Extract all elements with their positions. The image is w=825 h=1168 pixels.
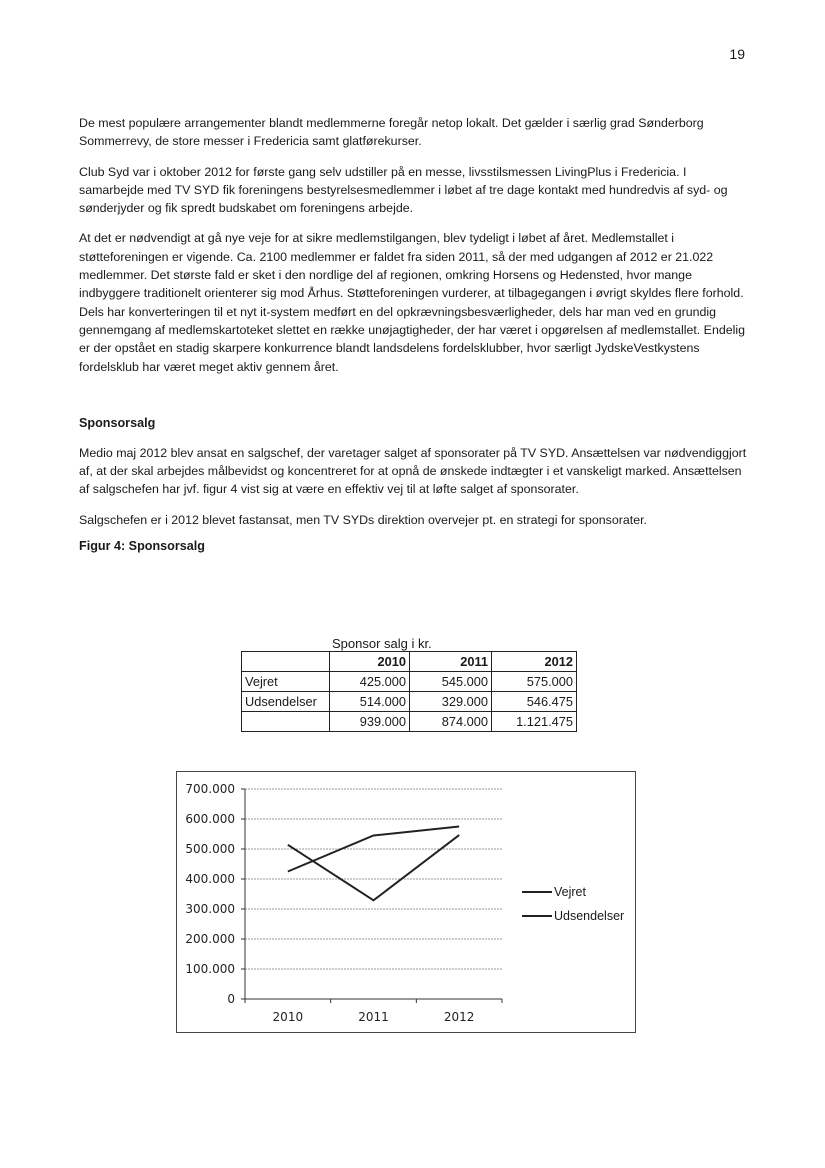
- series-line-udsendelser: [288, 835, 459, 900]
- table-cell: 939.000: [330, 712, 410, 732]
- y-tick-label: 400.000: [185, 872, 235, 886]
- figure-title: Figur 4: Sponsorsalg: [79, 539, 205, 554]
- table-row: [242, 672, 577, 692]
- y-tick-label: 0: [227, 992, 235, 1006]
- page-number: 19: [729, 46, 745, 62]
- paragraph-1: De mest populære arrangementer blandt medlemmerne foregår netop lokalt. Det gælder i særlig grad Sønderborg Sommerrevy, de store messer i Fredericia samt glatførekurser.: [79, 116, 704, 149]
- table-cell: 329.000: [410, 692, 492, 712]
- table-header-cell: 2012: [492, 652, 577, 672]
- table-caption: Sponsor salg i kr.: [332, 636, 432, 651]
- legend-item: [522, 904, 624, 928]
- x-tick-label: 2012: [443, 1010, 475, 1024]
- legend-label: Vejret: [554, 885, 586, 899]
- table-cell: Udsendelser: [242, 692, 330, 712]
- table-cell: Vejret: [242, 672, 330, 692]
- sponsor-sales-table: [241, 651, 577, 732]
- legend-swatch: [522, 915, 552, 917]
- document-body: [79, 114, 754, 555]
- y-tick-label: 500.000: [185, 842, 235, 856]
- legend-swatch: [522, 891, 552, 893]
- table-cell: 545.000: [410, 672, 492, 692]
- table-cell: [242, 712, 330, 732]
- legend-item: [522, 880, 624, 904]
- table-header-row: [242, 652, 577, 672]
- table-cell: 425.000: [330, 672, 410, 692]
- table-cell: 1.121.475: [492, 712, 577, 732]
- y-tick-label: 100.000: [185, 962, 235, 976]
- table-header-cell: [242, 652, 330, 672]
- y-tick-label: 300.000: [185, 902, 235, 916]
- x-tick-label: 2010: [272, 1010, 304, 1024]
- y-tick-label: 200.000: [185, 932, 235, 946]
- table-cell: 575.000: [492, 672, 577, 692]
- paragraph-3: At det er nødvendigt at gå nye veje for at sikre medlemstilgangen, blev tydeligt i løbet af året. Medlemstallet i støtteforeningen er vigende. Ca. 2100 medlemmer er faldet fra siden 2011, så der med udgangen af 2012 er 21.022 medlemmer. Det største fald er sket i den nordlige del af regionen, omkring Horsens og Hedensted, hvor mange indbyggere traditionelt orienterer sig mod Århus. Støtteforeningen vurderer, at tilbagegangen i øvrigt skyldes flere forhold. Dels har konverteringen til et nyt it-system medført en del opkrævningsbesværligheder, dels har man ved en grundig gennemgang af medlemskartoteket slettet en række unøjagtigheder, der har været i opgørelsen af medlemstallet. Endelig er der opstået en stadig skarpere konkurrence blandt landsdelens fordelsklubber, hvor særligt JydskeVestkystens fordelsklub har været meget aktiv gennem året.: [79, 231, 746, 374]
- table-header-cell: 2010: [330, 652, 410, 672]
- table-header-cell: 2011: [410, 652, 492, 672]
- table-cell: 874.000: [410, 712, 492, 732]
- section-heading: Sponsorsalg: [79, 415, 156, 430]
- x-tick-label: 2011: [358, 1010, 389, 1024]
- table-total-row: [242, 712, 577, 732]
- series-line-vejret: [288, 827, 459, 872]
- table-row: [242, 692, 577, 712]
- paragraph-2: Club Syd var i oktober 2012 for første gang selv udstiller på en messe, livsstilsmessen LivingPlus i Fredericia. I samarbejde med TV SYD fik foreningens bestyrelsesmedlemmer i løbet af tre dage kontakt med hundredvis af syd- og sønderjyder og fik spredt budskabet om foreningens arbejde.: [79, 164, 728, 216]
- y-tick-label: 700.000: [185, 782, 235, 796]
- section-paragraph-1: Medio maj 2012 blev ansat en salgschef, der varetager salget af sponsorater på TV SYD. Ansættelsen var nødvendiggjort af, at der skal arbejdes målbevidst og koncentreret for at opnå de ønskede indtægter i et vanskeligt marked. Ansættelsen af salgschefen har jvf. figur 4 vist sig at være en effektiv vej til at løfte salget af sponsorater.: [79, 445, 747, 497]
- y-tick-label: 600.000: [185, 812, 235, 826]
- section-paragraph-2: Salgschefen er i 2012 blevet fastansat, men TV SYDs direktion overvejer pt. en strategi for sponsorater.: [79, 512, 647, 527]
- chart-legend: [522, 880, 624, 928]
- legend-label: Udsendelser: [554, 909, 625, 923]
- table-cell: 514.000: [330, 692, 410, 712]
- table-cell: 546.475: [492, 692, 577, 712]
